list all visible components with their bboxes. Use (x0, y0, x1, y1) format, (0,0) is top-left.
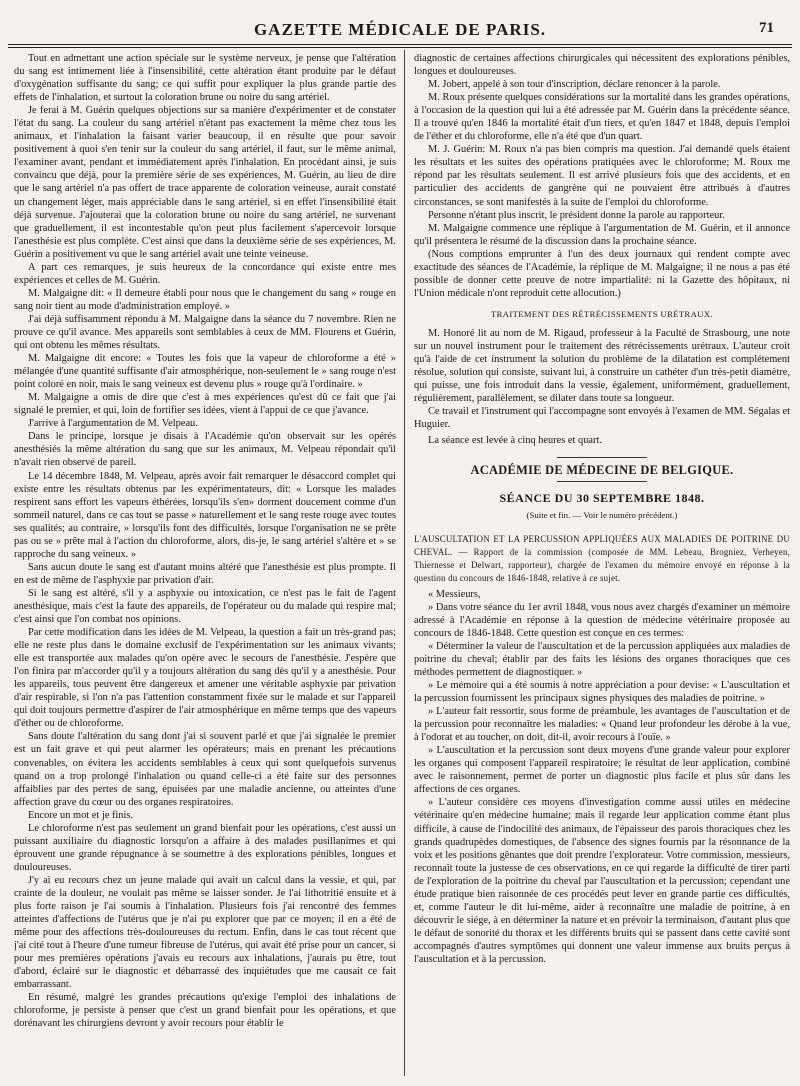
page-number: 71 (759, 20, 774, 36)
paragraph: « Messieurs, (428, 588, 481, 600)
report-heading: L'AUSCULTATION ET LA PERCUSSION APPLIQUÉES AUX MALADIES DE POITRINE DU CHEVAL. — Rapport de la commission (composée de MM. Lebeau, Brogniez, Verheyen, Thiernesse et Delwart, rapporteur), chargée de l'examen du mémoire envoyé en réponse à la question du concours de 1846-1848, relative à ce sujet. (414, 533, 790, 583)
paragraph: Ce travail et l'instrument qui l'accompagne sont envoyés à l'examen de MM. Ségalas et Huguier. (414, 406, 790, 431)
paragraph: Le 14 décembre 1848, M. Velpeau, après avoir fait remarquer le désaccord complet qui existe entre les résultats obtenus par les expérimentateurs, dit: « Lorsque les malades respirent sans effort les vapeurs éthérées, lorsqu'ils s'en» dorment doucement comme d'un sommeil naturel, dans ce cas tout se passe » naturellement et le sang reste rouge avec toutes ses qualités; au contraire, » lorsqu'ils font des difficultés, lorsque l'organisation ne se prête pas ou se » prête mal à l'action du chloroforme, alors, dis-je, le sang artériel s'altère et » se rapproche du sang veineux. » (14, 470, 396, 560)
paragraph: La séance est levée à cinq heures et quart. (428, 435, 602, 447)
paragraph: J'arrive à l'argumentation de M. Velpeau. (28, 418, 198, 430)
section-separator (557, 481, 647, 482)
paragraph: (Nous comptions emprunter à l'un des deux journaux qui rendent compte avec exactitude des séances de l'Académie, la réplique de M. Malgaigne; il ne nous a pas été possible de donner cette preuve de notre impartialité: ni la Gazette des hôpitaux, ni l'Union médicale n'ont reproduit cette allocution.) (414, 248, 790, 299)
paragraph: Le chloroforme n'est pas seulement un grand bienfait pour les opérations, c'est aussi un puissant auxiliaire du diagnostic lorsqu'on a affaire à des malades pusillanimes et qui éprouvent une grande répugnance à se soumettre à des explorations pénibles, longues et douloureuses. (14, 822, 396, 873)
paragraph: M. Malgaigne dit encore: « Toutes les fois que la vapeur de chloroforme a été » mélangée d'une quantité suffisante d'air atmosphérique, non-seulement le » sang rouge n'est point coloré en noir, mais le sang veineux est devenu plus » rouge qu'à l'ordinaire. » (14, 353, 396, 391)
paragraph: J'y ai eu recours chez un jeune malade qui avait un calcul dans la vessie, et qui, par crainte de la douleur, ne voulait pas même se laisser sonder. Je l'ai lithotritié ensuite et à plus forte raison je l'ai soumis à l'inhalation. Plusieurs fois j'ai rencontré des femmes atteintes d'affections de l'utérus que je n'ai pu explorer que par ce moyen; il en a été de même pour des affections très-douloureuses du rectum. Enfin, dans le cas tout récent que j'ai cité tout à l'heure d'une tumeur fibreuse de l'utérus, qui avait été prise pour un cancer, si pour mes premières opérations j'avais eu recours aux inhalations, j'aurais pu être, tout d'abord, éclairé sur le diagnostic et débarrassé des inquiétudes que me causait ce fait embarrassant. (14, 874, 396, 991)
page-header (12, 14, 788, 44)
journal-title: GAZETTE MÉDICALE DE PARIS. (253, 20, 547, 39)
paragraph: En résumé, malgré les grandes précautions qu'exige l'emploi des inhalations de chloroforme, je persiste à penser que c'est un grand bienfait pour les opérations, et que dorénavant les chirurgiens devront y avoir recours pour établir le (14, 992, 396, 1030)
paragraph: J'ai déjà suffisamment répondu à M. Malgaigne dans la séance du 7 novembre. Rien ne prouve ce qu'il avance. Mes appareils sont semblables à ceux de MM. Flourens et Guérin, qui ont obtenu les mêmes résultats. (14, 313, 396, 352)
paragraph: Encore un mot et je finis. (28, 809, 134, 821)
paragraph: M. Jobert, appelé à son tour d'inscription, déclare renoncer à la parole. (428, 79, 721, 91)
header-rule-thin (8, 47, 792, 48)
seance-title: SÉANCE DU 30 SEPTEMBRE 1848. (499, 491, 705, 506)
paragraph: M. Malgaigne dit: « Il demeure établi pour nous que le changement du sang » rouge en sang noir tient au mode d'administration employé. » (14, 287, 396, 312)
paragraph: A part ces remarques, je suis heureux de la concordance qui existe entre mes expériences et celles de M. Guérin. (14, 261, 396, 286)
paragraph: » Dans votre séance du 1er avril 1848, vous nous avez chargés d'examiner un mémoire adressé à l'Académie en réponse à la question de médecine vétérinaire proposée au concours de 1846-1848. Cette question est conçue en ces termes: (414, 601, 790, 639)
paragraph: » L'auteur considère ces moyens d'investigation comme aussi utiles en médecine vétérinaire qu'en médecine humaine; mais il regarde leur application comme étant plus difficile, à cause de l'indocilité des animaux, de l'épaisseur des parois thoraciques chez les grands quadrupèdes domestiques, de l'absence des signes fournis par la résonnance de la voix et les positions gênantes que doit prendre l'explorateur. Votre commission, messieurs, reconnaît toute la justesse de ces observations, en ce qui regarde la difficulté de tirer parti de l'exploration de la poitrine du cheval par l'auscultation et la percussion; cependant une étude pratique bien raisonnée de ces procédés peut lever en grande partie ces difficultés, et, comme l'auteur le dit lui-même, aider à reconnaître une maladie de poitrine, à en découvrir le siége, à en déterminer la nature et en prévoir la terminaison, d'autant plus que le défaut de sonorité du thorax et les différents bruits qui se passent dans cette cavité sont accompagnés d'autres symptômes qui donnent une valeur immense aux bruits perçus à l'auscultation et à la percussion. (414, 797, 790, 965)
suite-note: (Suite et fin. — Voir le numéro précédent.) (526, 510, 678, 521)
section-title: TRAITEMENT DES RÉTRÉCISSEMENTS URÉTRAUX. (490, 308, 714, 319)
academy-title: ACADÉMIE DE MÉDECINE DE BELGIQUE. (470, 463, 734, 478)
paragraph: » Le mémoire qui a été soumis à notre appréciation a pour devise: « L'auscultation et la percussion fournissent les principaux signes physiques des maladies de poitrine. » (414, 680, 790, 705)
left-column (14, 52, 396, 1076)
column-divider (404, 50, 405, 1076)
paragraph: M. Roux présente quelques considérations sur la mortalité dans les grandes opérations, à l'occasion de la question qui lui a été adressée par M. Guérin dans la précédente séance. Il a trouvé qu'en 1846 la mortalité était d'un tiers, et qu'en 1847 et 1848, depuis l'emploi de l'éther et du chloroforme, elle n'a été que d'un quart. (414, 92, 790, 143)
right-column (414, 52, 790, 1076)
paragraph: « Déterminer la valeur de l'auscultation et de la percussion appliquées aux maladies de poitrine du cheval; établir par des faits les lésions des organes thoraciques que ces méthodes permettent de diagnostiquer. » (414, 640, 790, 678)
paragraph: M. Malgaigne commence une réplique à l'argumentation de M. Guérin, et il annonce qu'il présentera le résumé de la discussion dans la prochaine séance. (414, 222, 790, 247)
paragraph: Sans doute l'altération du sang dont j'ai si souvent parlé et que j'ai signalée le premier est un fait grave et qui peut alarmer les opérateurs; mais en prenant les précautions convenables, on évitera les accidents semblables à ceux qui sont quelquefois survenus quand on a trop prolongé l'inhalation ou quand celle-ci a été faite sur des personnes affaiblies par des pertes de sang, épuisées par une maladie ancienne, ou atteintes d'une affection grave du cœur ou des organes respiratoires. (14, 731, 396, 808)
paragraph: Sans aucun doute le sang est d'autant moins altéré que l'anesthésie est plus prompte. Il en est de même de l'asphyxie par privation d'air. (14, 561, 396, 586)
paragraph: Tout en admettant une action spéciale sur le système nerveux, je pense que l'altération du sang est intimement liée à l'insensibilité, cette altération étant produite par le défaut d'oxygénation suffisante du sang; ce qui suffit pour expliquer la plus grande partie des effets de l'inhalation, et surtout la coloration brune ou noire du sang artériel. (14, 53, 396, 104)
section-separator (557, 457, 647, 458)
paragraph: » L'auteur fait ressortir, sous forme de préambule, les avantages de l'auscultation et de la percussion pour reconnaître les maladies: « Quand leur profondeur les dérobe à la vue, à l'odorat et au toucher, on doit, dit-il, avoir recours à l'ouïe. » (414, 706, 790, 744)
paragraph: diagnostic de certaines affections chirurgicales qui nécessitent des explorations pénibles, longues et douloureuses. (414, 53, 790, 78)
paragraph: M. Honoré lit au nom de M. Rigaud, professeur à la Faculté de Strasbourg, une note sur un nouvel instrument pour le traitement des rétrécissements urétraux. L'auteur croit qu'à l'aide de cet instrument la solution du problème de la dilatation est complétement résolue, solution qui consiste, suivant lui, à construire un cathéter d'un très-petit diamètre, qui puisse, une fois introduit dans la vessie, également, uniformément, graduellement, régulièrement, parallèlement, se dilater dans toute sa longueur. (414, 327, 790, 405)
paragraph: Par cette modification dans les idées de M. Velpeau, la question a fait un très-grand pas; elle ne reste plus dans le domaine exclusif de l'expérimentation sur les animaux vivants; elle est transportée aux malades qu'on opère avec le secours de l'anesthésie. J'espère que l'on finira par m'accorder qu'il y a toujours altération du sang dès qu'il y a anesthésie. Pour les appareils, tous peuvent être dangereux et amener une véritable asphyxie par privation d'air respirable, si l'on n'a pas l'attention constamment fixée sur le malade et sur l'appareil qui doit toujours permettre d'aspirer de l'air atmosphérique en même temps que des vapeurs d'éther ou de chloroforme. (14, 627, 396, 730)
paragraph: » L'auscultation et la percussion sont deux moyens d'une grande valeur pour explorer les organes qui composent l'appareil respiratoire; le résultat de leur application, combiné avec le raisonnement, permet de porter un diagnostic plus facile et plus sûr dans les affections de ces organes. (414, 745, 790, 796)
paragraph: M. J. Guérin: M. Roux n'a pas bien compris ma question. J'ai demandé quels étaient les résultats et les suites des opérations pratiquées avec le chloroforme; M. Roux me répond par les résultats seulement. Il est arrivé plusieurs fois que des accidents, et en particulier des accidents de gangrène qui ne pouvaient être attribués à d'autres circonstances, se sont manifestés à la suite de l'emploi du chloroforme. (414, 144, 790, 208)
paragraph: Dans le principe, lorsque je disais à l'Académie qu'on observait sur les opérés anesthésiés la même altération du sang que sur les animaux, M. Velpeau répondait qu'il n'avait rien observé de pareil. (14, 431, 396, 469)
header-rule (8, 44, 792, 45)
paragraph: Je ferai à M. Guérin quelques objections sur sa manière d'expérimenter et de constater l'état du sang. La couleur du sang artériel n'étant pas exactement la même chez tous les animaux, et l'inhalation la faisant varier beaucoup, il en résulte que pour savoir positivement à quoi s'en tenir sur la couleur du sang artériel, il faut, sur le même animal, l'examiner avant, pendant et immédiatement après l'inhalation. En procédant ainsi, je suis convaincu que déjà, pour la première série de ses expériences, M. Guérin, au lieu de dire que le sang artériel n'a pas offert de trace apparente de coloration veineuse, aurait constaté un changement léger, mais appréciable dans le sang artériel, si en effet l'insensibilité était déjà survenue. J'ajouterai que la coloration brune ou noire du sang artériel, ne survenant que graduellement, il est incontestable qu'on peut plus facilement s'apercevoir lorsque l'anesthésie est plus complète. C'est ainsi que dans la deuxième série de ses expériences, M. Guérin a positivement vu que le sang artériel avait une teinte veineuse. (14, 105, 396, 260)
paragraph: M. Malgaigne a omis de dire que c'est à mes expériences qu'est dû ce fait que j'ai signalé le premier, et qui, loin de fortifier ses idées, vient à l'appui de ce que j'avance. (14, 392, 396, 417)
paragraph: Si le sang est altéré, s'il y a asphyxie ou intoxication, ce n'est pas le fait de l'agent anesthésique, mais c'est la faute des appareils, de l'opérateur ou du malade qui respire mal; c'est ainsi que l'on combat nos opinions. (14, 587, 396, 626)
paragraph: Personne n'étant plus inscrit, le président donne la parole au rapporteur. (428, 209, 725, 221)
